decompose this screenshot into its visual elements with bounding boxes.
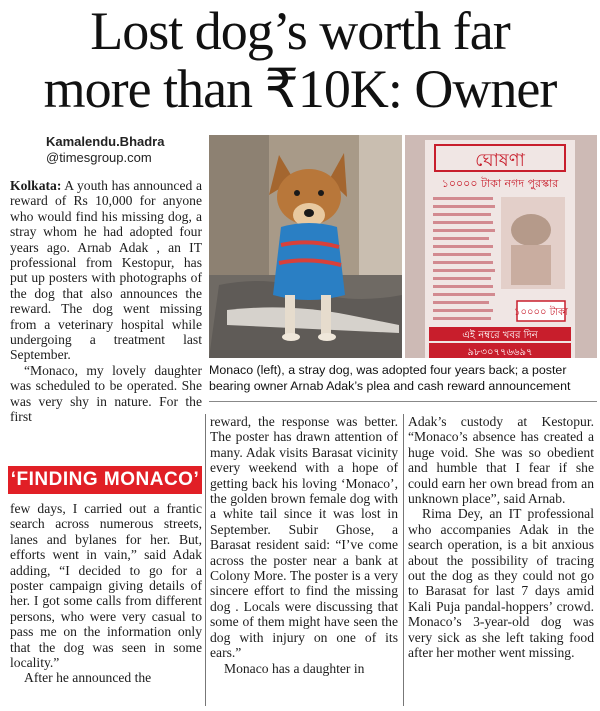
- paragraph-8: Rima Dey, an IT professional who accompanies Adak in the search operation, is a bit anxious about the possibility of tracing out the dog as they could not go to Barasat for last 7 days amid Kali Puja pandal-hoppers’ crowd. Monaco’s 3-year-old dog was very sick as she left taking food after her mother went missing.: [408, 506, 594, 661]
- poster-reward: ১০০০০ টাকা: [514, 307, 568, 318]
- article-column-1-top: [10, 178, 202, 425]
- dateline: Kolkata:: [10, 178, 62, 193]
- poster-photo: [405, 135, 597, 358]
- paragraph-2: “Monaco, my lovely daughter was scheduled to be operated. She was very shy in nature. For the first: [10, 362, 202, 425]
- dog-photo-icon: [209, 135, 402, 358]
- caption-divider: [209, 401, 597, 402]
- poster-footer: এই নম্বরে খবর দিন: [462, 330, 538, 341]
- byline-name: Kamalendu.Bhadra: [46, 134, 165, 149]
- article-column-1-bottom: [10, 501, 202, 686]
- paragraph-6: Monaco has a daughter in: [224, 660, 365, 676]
- headline-line-1: Lost dog’s worth far: [90, 1, 510, 61]
- poster-subtitle: ১০০০০ টাকা নগদ পুরস্কার: [441, 177, 559, 190]
- photo-caption: Monaco (left), a stray dog, was adopted four years back; a poster bearing owner Arnab Adak’s plea and cash reward announcement: [209, 363, 571, 393]
- paragraph-3: few days, I carried out a frantic search across numerous streets, lanes and bylanes for her. But, efforts went in vain,” said Adak adding, “I decided to go for a poster campaign giving details of her. I got some calls from different persons, who were very casual to pass me on the information only that the dog was seen in some locality.”: [10, 501, 202, 671]
- column-divider: [403, 414, 404, 706]
- paragraph-7: Adak’s custody at Kestopur. “Monaco’s absence has created a huge void. She was so obedient and humble that I fear if she could earn her own bread from an unknown place”, said Arnab.: [408, 414, 594, 507]
- dog-photo: [209, 135, 402, 358]
- byline: [46, 134, 164, 166]
- section-kicker: ‘FINDING MONACO’: [8, 466, 202, 494]
- paragraph-4: After he announced the: [24, 670, 152, 686]
- headline-line-2: more than ₹10K: Owner: [43, 59, 557, 119]
- byline-org: @timesgroup.com: [46, 150, 152, 165]
- poster-photo-icon: [405, 135, 597, 358]
- article-column-3: [408, 414, 594, 661]
- poster-title: ঘোষণা: [475, 150, 525, 171]
- poster-footer-number: ৯৮৩০৭৭৬৬৯৭: [467, 347, 533, 358]
- column-divider: [205, 414, 206, 706]
- paragraph-5: reward, the response was better. The poster has drawn attention of many. Adak visits Barasat vicinity every weekend with a hope of getting back his loving ‘Monaco’, the golden brown female dog with a white tail since it was lost in September. Subir Ghose, a Barasat resident said: “I’ve come across the poster near a bank at Colony More. The poster is a very sincere effort to find the missing dog . Locals were discussing that some of them might have seen the dog with injury on one of its ears.”: [210, 414, 398, 661]
- article-column-2: [210, 414, 398, 676]
- headline: [0, 2, 600, 118]
- paragraph-1: A youth has announced a reward of Rs 10,000 for anyone who would find his missing dog, a stray whom he had adopted four years ago. Arnab Adak , an IT professional from Kestopur, has put up posters with photographs of the dog that also announces the reward. The dog went missing from a veterinary hospital while undergoing a treatment last September.: [10, 178, 202, 363]
